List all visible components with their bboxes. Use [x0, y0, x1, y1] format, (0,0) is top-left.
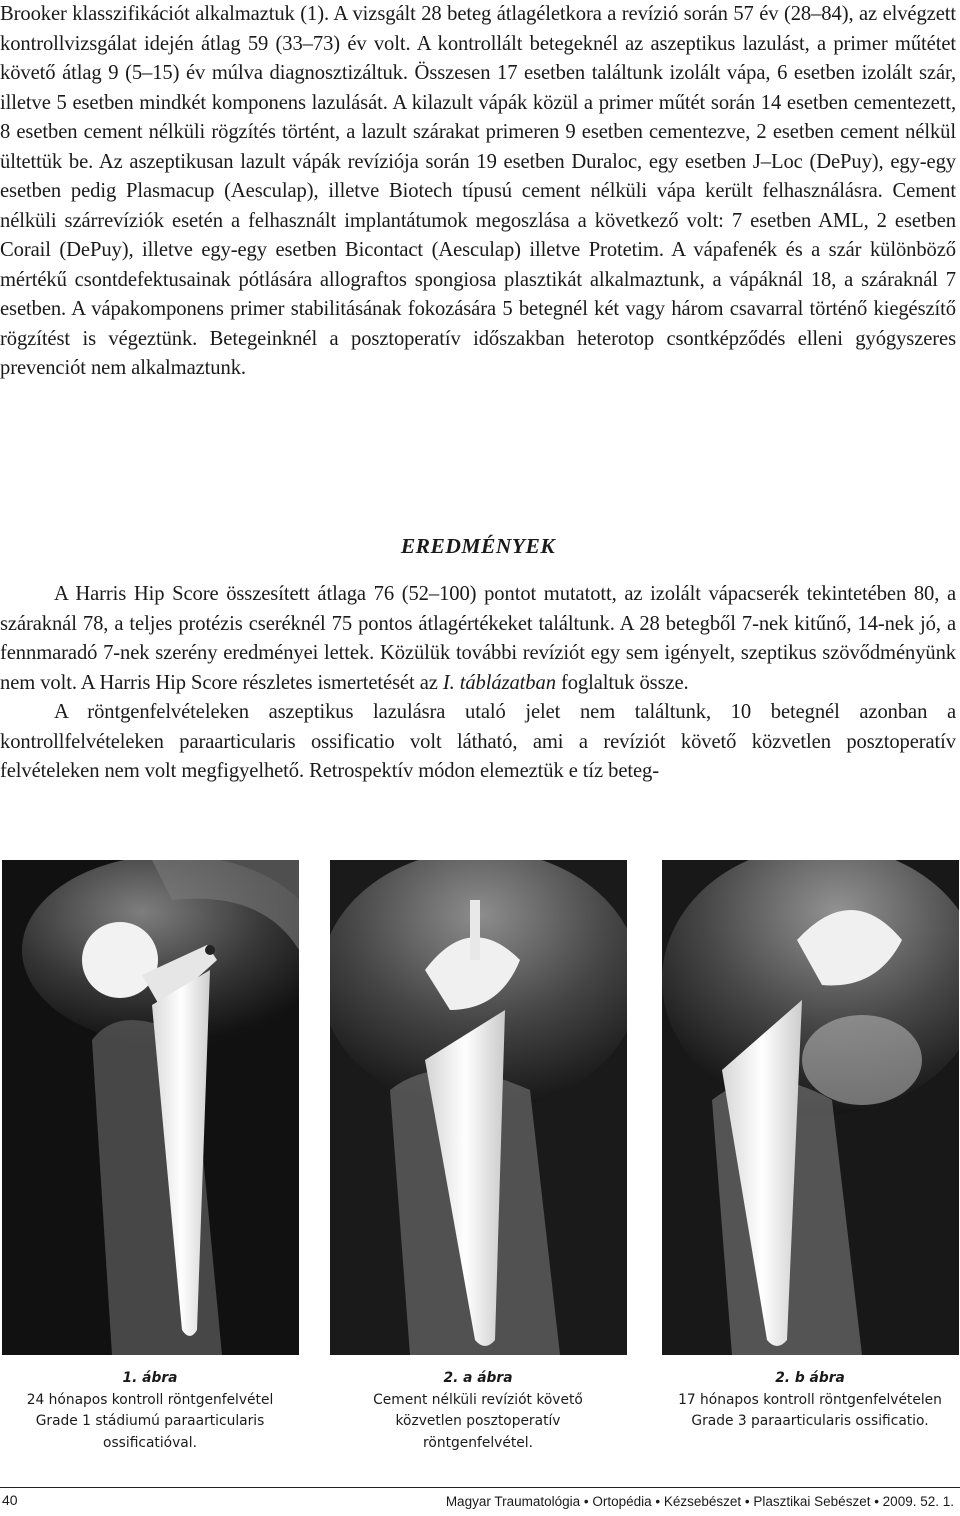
figure-2b-title: 2. b ábra: [775, 1370, 845, 1386]
results-p1-text-b: foglaltuk össze.: [560, 671, 689, 694]
figure-2b-caption-line-2: Grade 3 paraarticularis ossificatio.: [691, 1413, 929, 1429]
methods-text: Brooker klasszifikációt alkalmaztuk (1). A vizsgált 28 beteg átlagéletkora a revízió során 57 év (28–84), az elvégzett kontrollvizsgálat idején átlag 59 (33–73) év volt. A kontrollált betegeknél az aszeptikus lazulást, a primer műtétet követő átlag 9 (5–15) év múlva diagnosztizáltuk. Összesen 17 esetben találtunk izolált vápa, 6 esetben izolált szár, illetve 5 esetben mindkét komponens lazulását. A kilazult vápák közül a primer műtét során 14 esetben cementezett, 8 esetben cement nélküli rögzítés történt, a lazult szárakat primeren 9 esetben cementezve, 2 esetben cement nélkül ültettük be. Az aszeptikusan lazult vápák revíziója során 19 esetben Duraloc, egy esetben J–Loc (DePuy), egy-egy esetben pedig Plasmacup (Aesculap), illetve Biotech típusú cement nélküli vápa került felhasználásra. Cement nélküli szárrevíziók esetén a felhasznált implantátumok megoszlása a következő volt: 7 esetben AML, 2 esetben Corail (DePuy), illetve egy-egy esetben Bicontact (Aesculap) illetve Protetim. A vápafenék és a szár különböző mértékű csontdefektusainak pótlására allograftos spongiosa plasztikát alkalmaztunk, a vápáknál 18, a száraknál 7 esetben. A vápakomponens primer stabilitásának fokozására 5 betegnél két vagy három csavarral történő kiegészítő rögzítést is végeztünk. Betegeinknél a posztoperatív időszakban heterotop csontképződés elleni gyógyszeres prevenciót nem alkalmaztunk.: [0, 3, 956, 379]
figure-2a-caption-line-3: röntgenfelvétel.: [423, 1434, 533, 1451]
results-p1-text-a: A Harris Hip Score összesített átlaga 76 (52–100) pontot mutatott, az izolált vápacserék tekintetében 80, a száraknál 78, a teljes protézis cseréknél 75 pontos átlagértékeket találtunk. A 28 betegből 7-nek kitűnő, 14-nek jó, a fennmaradó 7-nek szerény eredményei lettek. Közülük további revíziót egy sem igényelt, szeptikus szövődményünk nem volt. A Harris Hip Score részletes ismertetését az: [0, 583, 956, 694]
figure-1-caption-line-1: 24 hónapos kontroll röntgenfelvétel: [26, 1391, 274, 1408]
figure-1-xray-image: [2, 860, 299, 1355]
results-body: [0, 580, 956, 787]
figure-2b-caption: [660, 1368, 960, 1433]
page-number: 40: [2, 1492, 18, 1508]
body-paragraph-methods: [0, 0, 956, 384]
results-paragraph-2: A röntgenfelvételeken aszeptikus lazulásra utaló jelet nem találtunk, 10 betegnél azonban a kontrollfelvételeken paraarticularis ossificatio volt látható, ami a revíziót követő közvetlen posztoperatív felvételeken nem volt megfigyelhető. Retrospektív módon elemeztük e tíz beteg-: [0, 701, 956, 782]
figure-2a-title: 2. a ábra: [443, 1370, 513, 1386]
figure-2a-caption: [328, 1368, 628, 1454]
figure-1-caption: [0, 1368, 300, 1454]
figure-2a-xray-image: [330, 860, 627, 1355]
journal-citation: Magyar Traumatológia • Ortopédia • Kézsebészet • Plasztikai Sebészet • 2009. 52. 1.: [445, 1494, 954, 1509]
figure-1-title: 1. ábra: [122, 1370, 178, 1386]
figure-1-caption-line-3: ossificatióval.: [103, 1434, 197, 1451]
section-title-results: EREDMÉNYEK: [400, 534, 556, 558]
figure-2b-caption-line-1: 17 hónapos kontroll röntgenfelvételen: [678, 1391, 942, 1408]
figure-2b-xray-image: [662, 860, 959, 1355]
figure-2a-caption-line-2: közvetlen posztoperatív: [395, 1413, 561, 1429]
footer-divider: [0, 1487, 960, 1488]
figure-1-caption-line-2: Grade 1 stádiumú paraarticularis: [35, 1413, 265, 1429]
results-paragraph-1: [0, 580, 956, 698]
figure-2a-caption-line-1: Cement nélküli revíziót követő: [373, 1391, 583, 1408]
table-reference: I. táblázatban: [442, 671, 556, 694]
